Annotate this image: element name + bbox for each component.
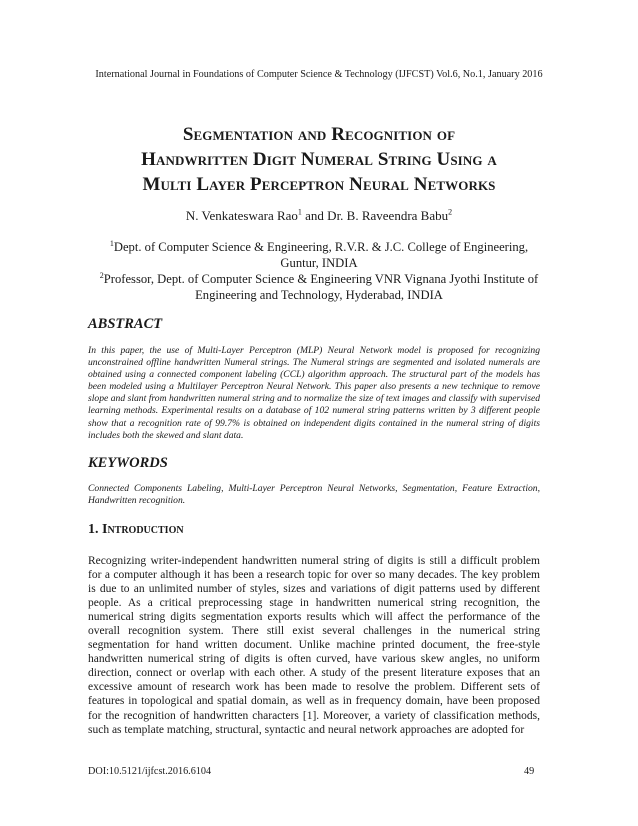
title-line-3: Multi Layer Perceptron Neural Networks [142, 174, 496, 195]
affiliation-2-line-1: Professor, Dept. of Computer Science & Engineering VNR Vignana Jyothi Institute of [103, 272, 539, 286]
doi: DOI:10.5121/ijfcst.2016.6104 [88, 766, 212, 777]
keywords-body: Connected Components Labeling, Multi-Layer Perceptron Neural Networks, Segmentation, Feature Extraction, Handwritten recognition. [88, 483, 540, 507]
journal-header: International Journal in Foundations of Computer Science & Technology (IJFCST) Vol.6, No.1, January 2016 [95, 69, 543, 80]
page-number: 49 [524, 766, 535, 777]
affiliation-1 [70, 239, 568, 271]
paper-title [60, 122, 578, 197]
introduction-title: Introduction [102, 522, 184, 537]
affiliation-2-superscript: 2 [99, 270, 104, 280]
title-line-2: Handwritten Digit Numeral String Using a [141, 149, 497, 170]
author-1: N. Venkateswara Rao [185, 208, 298, 223]
affiliation-2-line-2: Engineering and Technology, Hyderabad, INDIA [195, 288, 443, 302]
author-2-superscript: 2 [448, 207, 453, 217]
abstract-body: In this paper, the use of Multi-Layer Perceptron (MLP) Neural Network model is proposed for recognizing unconstrained offline handwritten Numeral strings. The Numeral strings are segmented and isolated numerals are obtained using a connected component labeling (CCL) algorithm approach. The structural part of the models has been modeled using a Multilayer Perceptron Neural Network. This paper also presents a new technique to remove slope and slant from handwritten numeral string and to normalize the size of text images and classify with supervised learning methods. Experimental results on a database of 102 numeral string patterns written by 3 different people show that a recognition rate of 99.7% is obtained on independent digits contained in the numeral string of digits includes both the skewed and slant data. [88, 345, 540, 441]
affiliation-1-superscript: 1 [109, 238, 114, 248]
title-line-1: Segmentation and Recognition of [182, 124, 456, 145]
affiliation-1-line-1: Dept. of Computer Science & Engineering, R.V.R. & J.C. College of Engineering, [113, 240, 529, 254]
author-1-superscript: 1 [297, 207, 302, 217]
introduction-number: 1. [88, 522, 102, 537]
affiliation-2 [70, 271, 568, 303]
introduction-body: Recognizing writer-independent handwritten numeral string of digits is still a difficult problem for a computer although it has been a research topic for over so many decades. The key problem is due to an unlimited number of styles, sizes and variations of digit patterns used by different people. As a critical preprocessing stage in handwritten numerical string recognition, the numerical string digits segmentation exports results which will affect the performance of the overall recognition system. There still exist several challenges in the numerical string segmentation for hand written document. Unlike machine printed document, the free-style handwritten numerical string of digits is often curved, have various skew angles, no uniform direction, connect or overlap with each other. A study of the present literature exposes that an excessive amount of research work has been made to resolve the problem. Different sets of features in topological and spatial domain, as well as in frequency domain, have been proposed for the recognition of handwritten characters [1]. Moreover, a variety of classification methods, such as template matching, structural, syntactic and neural network approaches are adopted for [88, 555, 540, 736]
keywords-heading: KEYWORDS [88, 455, 168, 471]
affiliation-1-line-2: Guntur, INDIA [280, 256, 358, 270]
abstract-heading: ABSTRACT [88, 316, 163, 332]
introduction-heading [88, 522, 184, 538]
author-2: and Dr. B. Raveendra Babu [301, 208, 449, 223]
author-line [0, 208, 638, 224]
